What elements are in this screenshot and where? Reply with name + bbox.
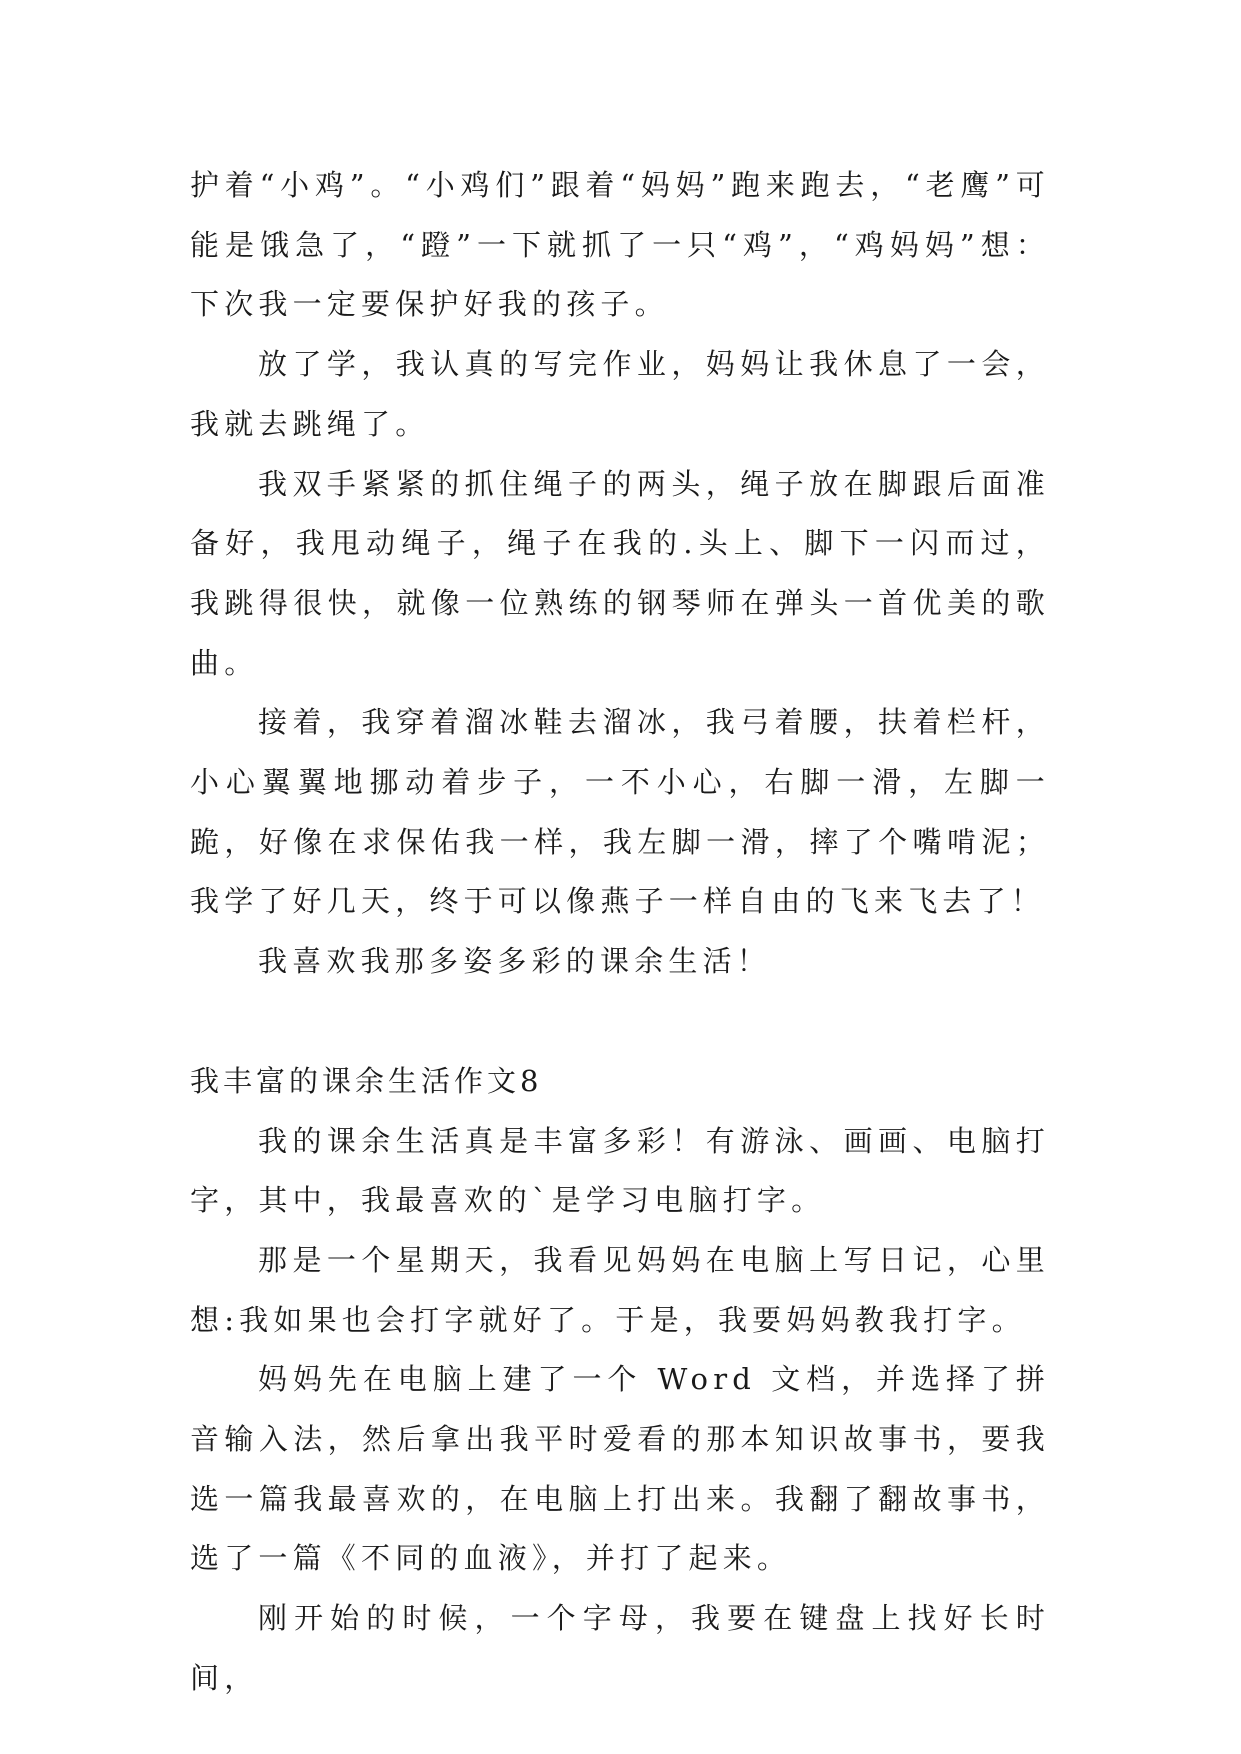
paragraph-essay8-word-document: 妈妈先在电脑上建了一个 Word 文档，并选择了拼音输入法，然后拿出我平时爱看的那本知识故事书，要我选一篇我最喜欢的，在电脑上打出来。我翻了翻故事书，选了一篇《不同的血液》，并打了起来。 — [190, 1362, 1050, 1576]
essay-heading-8: 我丰富的课余生活作文8 — [190, 1063, 543, 1098]
paragraph-jump-rope-detail: 我双手紧紧的抓住绳子的两头，绳子放在脚跟后面准备好，我甩动绳子，绳子在我的.头上、脚下一闪而过，我跳得很快，就像一位熟练的钢琴师在弹头一首优美的歌曲。 — [190, 466, 1050, 680]
paragraph-roller-skating: 接着，我穿着溜冰鞋去溜冰，我弓着腰，扶着栏杆，小心翼翼地挪动着步子，一不小心，右脚一滑，左脚一跪，好像在求保佑我一样，我左脚一滑，摔了个嘴啃泥；我学了好几天，终于可以像燕子一样自由的飞来飞去了！ — [190, 705, 1050, 919]
document-body — [190, 156, 1050, 1709]
paragraph-essay8-intro: 我的课余生活真是丰富多彩！有游泳、画画、电脑打字，其中，我最喜欢的`是学习电脑打字。 — [190, 1123, 1050, 1218]
paragraph-essay8-sunday: 那是一个星期天，我看见妈妈在电脑上写日记，心里想:我如果也会打字就好了。于是，我要妈妈教我打字。 — [190, 1242, 1050, 1337]
paragraph-after-school-jump-rope: 放了学，我认真的写完作业，妈妈让我休息了一会，我就去跳绳了。 — [190, 347, 1050, 441]
paragraph-chicken-game-ending: 护着“小鸡”。“小鸡们”跟着“妈妈”跑来跑去，“老鹰”可能是饿急了，“蹬”一下就抓了一只“鸡”，“鸡妈妈”想：下次我一定要保护好我的孩子。 — [190, 168, 1050, 322]
paragraph-essay8-keyboard: 刚开始的时候，一个字母，我要在键盘上找好长时间， — [190, 1601, 1050, 1695]
paragraph-conclusion: 我喜欢我那多姿多彩的课余生活！ — [258, 944, 772, 979]
